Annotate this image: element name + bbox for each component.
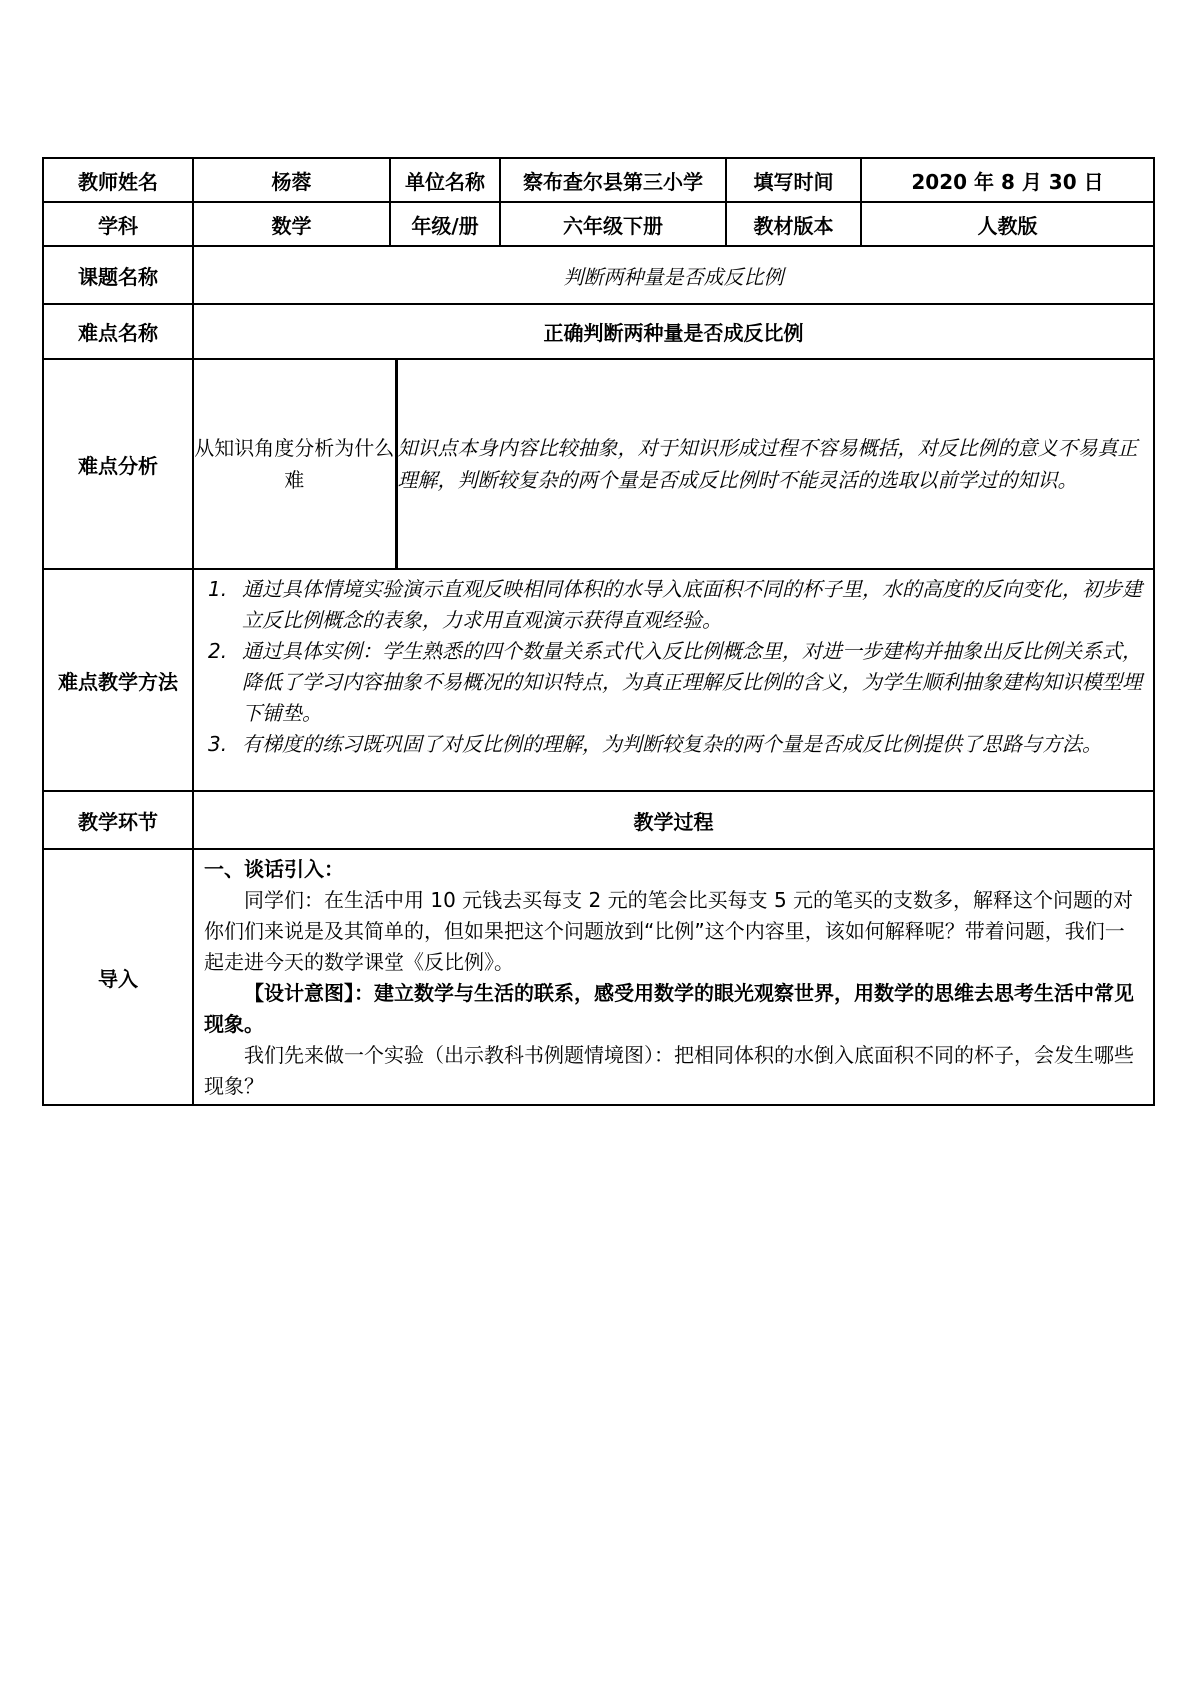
intro-label: 导入 [43, 849, 193, 1105]
process-label: 教学过程 [193, 791, 1154, 849]
teacher-label: 教师姓名 [43, 158, 193, 202]
subject-label: 学科 [43, 202, 193, 246]
analysis-label: 难点分析 [43, 359, 193, 569]
methods-row [43, 569, 1154, 791]
intro-heading: 一、谈话引入： [204, 857, 344, 881]
process-stage-label: 教学环节 [43, 791, 193, 849]
topic-value: 判断两种量是否成反比例 [193, 246, 1154, 304]
teacher-name: 杨蓉 [193, 158, 390, 202]
unit-label: 单位名称 [390, 158, 500, 202]
intro-row [43, 849, 1154, 1105]
intro-content [193, 849, 1154, 1105]
analysis-why-label: 从知识角度分析为什么难 [194, 436, 395, 492]
difficulty-row [43, 304, 1154, 359]
list-item: 3. 有梯度的练习既巩固了对反比例的理解，为判断较复杂的两个量是否成反比例提供了思路与方法。 [208, 732, 1102, 756]
process-header-row [43, 791, 1154, 849]
fill-time-label: 填写时间 [726, 158, 861, 202]
header-row-2 [43, 202, 1154, 246]
intro-paragraph-1: 同学们：在生活中用 10 元钱去买每支 2 元的笔会比买每支 5 元的笔买的支数多，解释这个问题的对你们们来说是及其简单的，但如果把这个问题放到“比例”这个内容里，该如何解释呢？带着问题，我们一起走进今天的数学课堂《反比例》。 [204, 888, 1134, 974]
analysis-content [193, 359, 1154, 569]
lesson-plan-table [42, 157, 1155, 1106]
difficulty-value: 正确判断两种量是否成反比例 [193, 304, 1154, 359]
grade-value: 六年级下册 [500, 202, 726, 246]
unit-name: 察布查尔县第三小学 [500, 158, 726, 202]
list-item: 1. 通过具体情境实验演示直观反映相同体积的水导入底面积不同的杯子里，水的高度的反向变化，初步建立反比例概念的表象，力求用直观演示获得直观经验。 [208, 577, 1142, 632]
analysis-text: 知识点本身内容比较抽象，对于知识形成过程不容易概括，对反比例的意义不易真正理解，判断较复杂的两个量是否成反比例时不能灵活的选取以前学过的知识。 [396, 360, 1153, 568]
topic-label: 课题名称 [43, 246, 193, 304]
methods-content [193, 569, 1154, 791]
list-item: 2. 通过具体实例：学生熟悉的四个数量关系式代入反比例概念里，对进一步建构并抽象出反比例关系式，降低了学习内容抽象不易概况的知识特点，为真正理解反比例的含义，为学生顺利抽象建构知识模型埋下铺垫。 [208, 639, 1142, 725]
edition-value: 人教版 [861, 202, 1154, 246]
design-intent-text: ：建立数学与生活的联系，感受用数学的眼光观察世界，用数学的思维去思考生活中常见现象。 [204, 981, 1134, 1036]
design-intent-tag: 【设计意图】 [244, 981, 354, 1005]
edition-label: 教材版本 [726, 202, 861, 246]
subject-value: 数学 [193, 202, 390, 246]
intro-paragraph-2: 我们先来做一个实验（出示教科书例题情境图）：把相同体积的水倒入底面积不同的杯子，会发生哪些现象？ [204, 1043, 1134, 1098]
header-row-1 [43, 158, 1154, 202]
design-intent [204, 978, 1141, 1040]
topic-row [43, 246, 1154, 304]
analysis-inner [194, 360, 1153, 568]
methods-label: 难点教学方法 [43, 569, 193, 791]
methods-list [194, 570, 1153, 764]
analysis-row [43, 359, 1154, 569]
difficulty-label: 难点名称 [43, 304, 193, 359]
fill-time: 2020 年 8 月 30 日 [861, 158, 1154, 202]
grade-label: 年级/册 [390, 202, 500, 246]
